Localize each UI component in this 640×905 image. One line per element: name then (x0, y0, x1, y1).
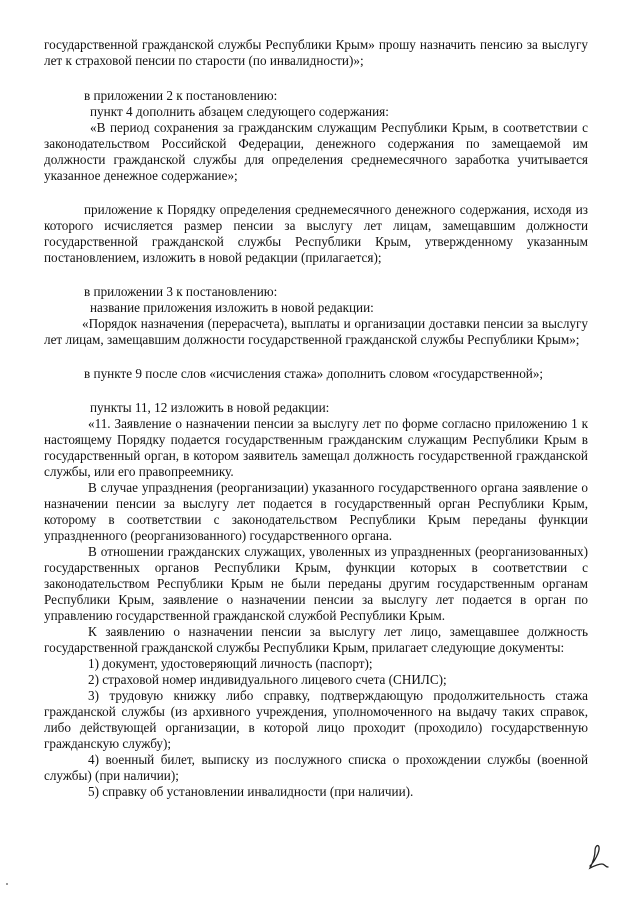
paragraph: название приложения изложить в новой редакции: (90, 300, 374, 315)
paragraph: «Порядок назначения (перерасчета), выплаты и организации доставки пенсии за выслугу лет лицам, замещавшим должности государственной гражданской службы Республики Крым»; (44, 316, 588, 347)
paragraph: К заявлению о назначении пенсии за выслугу лет лицо, замещавшее должность государственной гражданской службы Республики Крым, прилагает следующие документы: (44, 624, 588, 655)
list-item: 5) справку об установлении инвалидности (при наличии). (88, 784, 414, 799)
paragraph: в пункте 9 после слов «исчисления стажа» дополнить словом «государственной»; (84, 366, 544, 381)
paragraph: в приложении 3 к постановлению: (84, 284, 278, 299)
list-item: 4) военный билет, выписку из послужного списка о прохождении службы (военной службы) (при наличии); (44, 752, 588, 783)
list-item: 2) страховой номер индивидуального лицевого счета (СНИЛС); (88, 672, 447, 687)
paragraph: В отношении гражданских служащих, уволенных из упраздненных (реорганизованных) государственных органов Республики Крым, функции которых в соответствии с законодательством Республики Крым не были переданы другим государственным органам Республики Крым, заявление о назначении пенсии за выслугу лет подается в орган по управлению государственной гражданской службой Республики Крым. (44, 544, 588, 623)
paragraph: «11. Заявление о назначении пенсии за выслугу лет по форме согласно приложению 1 к настоящему Порядку подается государственным гражданским служащим Республики Крым в государственный орган, в котором заявитель замещал должность государственной гражданской службы, или его правопреемнику. (44, 416, 588, 479)
paragraph: В случае упразднения (реорганизации) указанного государственного органа заявление о назначении пенсии за выслугу лет подается в государственный орган Республики Крым, которому в соответствии с законодательством Республики Крым переданы функции упраздненного (реорганизованного) государственного органа. (44, 480, 588, 543)
list-item: 1) документ, удостоверяющий личность (паспорт); (88, 656, 373, 671)
list-item: 3) трудовую книжку либо справку, подтверждающую продолжительность стажа гражданской службы (из архивного учреждения, уполномоченного на выдачу таких справок, либо действующей организации, в которой лицо проходит (проходило) государственную гражданскую службу); (44, 688, 588, 751)
paragraph: государственной гражданской службы Республики Крым» прошу назначить пенсию за выслугу лет к страховой пенсии по старости (по инвалидности)»; (44, 37, 588, 68)
paragraph: пункт 4 дополнить абзацем следующего содержания: (90, 104, 389, 119)
paragraph: пункты 11, 12 изложить в новой редакции: (90, 400, 330, 415)
scan-artifact (6, 883, 8, 885)
paragraph: приложение к Порядку определения среднемесячного денежного содержания, исходя из которого исчисляется размер пенсии за выслугу лет лицам, замещавшим должности государственной гражданской службы Республики Крым, утвержденному указанным постановлением, изложить в новой редакции (прилагается); (44, 202, 588, 265)
signature-glyph-icon (586, 842, 614, 872)
paragraph: «В период сохранения за гражданским служащим Республики Крым, в соответствии с законодательством Российской Федерации, денежного содержания по замещаемой им должности гражданской службы для определения среднемесячного заработка учитывается указанное денежное содержание»; (44, 120, 588, 183)
paragraph: в приложении 2 к постановлению: (84, 88, 278, 103)
handwritten-signature-mark (586, 842, 614, 872)
